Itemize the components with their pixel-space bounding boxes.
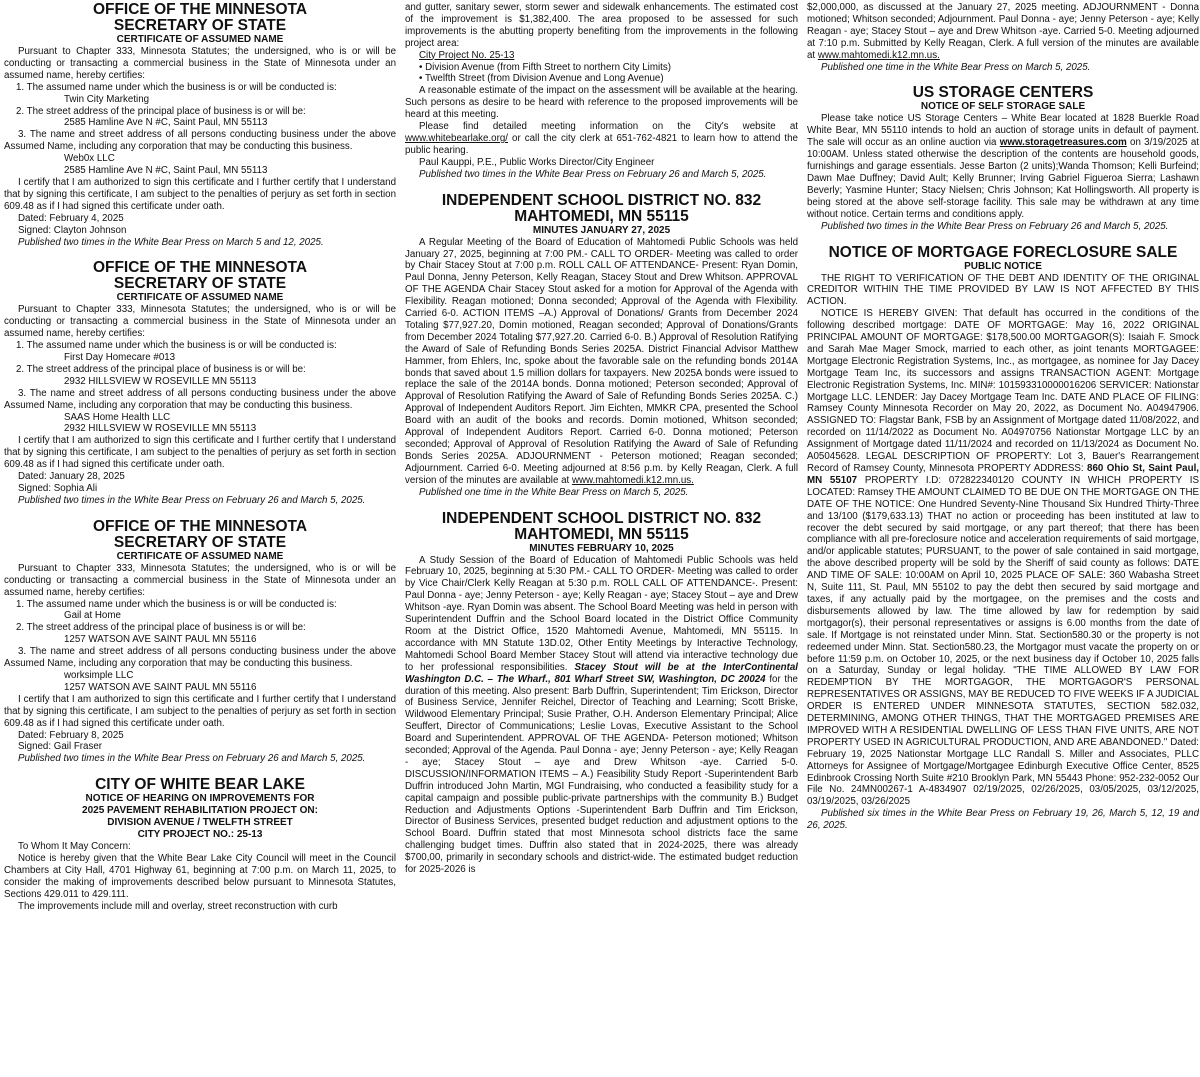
mortgage-body: THE RIGHT TO VERIFICATION OF THE DEBT AND IDENTITY OF THE ORIGINAL CREDITOR WITHIN THE TIME PROVIDED BY LAW IS NOT AFFECTED BY THIS ACTION. — [807, 272, 1199, 308]
assumed-name: Twin City Marketing — [64, 93, 150, 105]
auction-website-link[interactable]: www.storagetreasures.com — [999, 137, 1127, 149]
minutes-body: A Regular Meeting of the Board of Education of Mahtomedi Public Schools was held January 27, 2025, beginning at 7:00 PM.- CALL TO ORDER- Meeting was called to order by Chair Stacey Stout at 7:00 p.m. ROLL CALL OF ATTENDANCE- Present: Ryan Domin, Paul Donna, Jenny Peterson, Kelly Reagan, Stacey Stout and Drew Whitson. APPROVAL OF THE AGENDA Chair Stacey Stout asked for a motion for Approval of the Agenda with Flexibility. Reagan motioned; Donna seconded; Approval of the Agenda with Flexibility. Carried 6-0. ACTION ITEMS –A.) Approval of Donations/ Grants from December 2024 Totaling $77,927.20, Domin motioned, Reagan seconded; Approval of Donations/Grants from December 2024 Totaling $77,927.20. Carried 6-0. B.) Approval of Resolution Ratifying the Award of Sale of Refunding Bonds Series 2025A. District Financial Advisor Matthew Hammer, from Ehlers, Inc, spoke about the favorable sale on the refunding bonds 2014A bonds that saved about 1.5 million dollars for taxpayers. New 2025A bonds were issued to replace the sale of the 2014A bonds. Donna motioned; Peterson seconded; Approval of Approval of Resolution Ratifying the Award of Sale of Refunding Bonds Series 2025A. C.) Approval of Independent Auditors Report. Jim Eichten, MMKR CPA, presented the School Board with an audit of the books and records. Domin motioned, Whitson seconded; Approval of Independent Auditors Report. Carried 6-0. Donna motioned; Peterson seconded; Approval of Approval of Resolution Ratifying the Award of Sale of Refunding Bonds Series 2025A. ADJOURNMENT - Peterson motioned; Reagan seconded; Adjournment. Carried 6-0. Meeting adjourned at 8:56 p.m. by Kelly Reagan, Clerk. A full version of the minutes are available at www.mahtomedi.k12.mn.us. — [405, 236, 798, 486]
intro-text: Pursuant to Chapter 333, Minnesota Statutes; the undersigned, who is or will be conducting or transacting a commercial business in the State of Minnesota under an assumed name, hereby certifies: — [4, 562, 396, 598]
school-minutes-feb-continued — [807, 2, 1199, 73]
storage-sale-notice — [807, 85, 1199, 232]
person-address: 2585 Hamline Ave N #C, Saint Paul, MN 55113 — [64, 165, 268, 177]
notice-subtitle: CERTIFICATE OF ASSUMED NAME — [116, 292, 284, 304]
business-address: 2932 HILLSVIEW W ROSEVILLE MN 55113 — [64, 375, 257, 387]
notice-subtitle: DIVISION AVENUE / TWELFTH STREET — [107, 817, 293, 829]
school-minutes-jan — [405, 193, 798, 499]
published-note: Published one time in the White Bear Press on March 5, 2025. — [419, 486, 689, 498]
item-2: 2. The street address of the principal place of business is or will be: — [16, 622, 306, 634]
item-3: 3. The name and street address of all persons conducting business under the above Assumed Name, including any corporation that may be conducting this business. — [4, 129, 396, 153]
project-number: City Project No. 25-13 — [419, 49, 515, 61]
dated: Dated: February 4, 2025 — [18, 212, 124, 224]
project-bullet: • Twelfth Street (from Division Avenue and Long Avenue) — [419, 73, 664, 85]
certify-text: I certify that I am authorized to sign this certificate and I further certify that I understand that by signing this certificate, I am subject to the penalties of perjury as set forth in section 609.48 as if I had signed this certificate under oath. — [4, 435, 396, 471]
notice-subtitle: NOTICE OF HEARING ON IMPROVEMENTS FOR — [85, 793, 315, 805]
item-1: 1. The assumed name under which the business is or will be conducted is: — [16, 340, 337, 352]
person-name: worksimple LLC — [64, 669, 134, 681]
person-name: Web0x LLC — [64, 153, 115, 165]
notice-title: SECRETARY OF STATE — [113, 275, 287, 293]
column-2 — [405, 2, 798, 1077]
business-address: 2585 Hamline Ave N #C, Saint Paul, MN 55113 — [64, 117, 268, 129]
item-1: 1. The assumed name under which the business is or will be conducted is: — [16, 81, 337, 93]
district-website-link[interactable]: www.mahtomedi.k12.mn.us. — [571, 474, 694, 486]
salutation: To Whom It May Concern: — [18, 841, 131, 853]
signed: Signed: Gail Fraser — [18, 741, 102, 753]
intro-text: Pursuant to Chapter 333, Minnesota Statutes; the undersigned, who is or will be conducting or transacting a commercial business in the State of Minnesota under an assumed name, hereby certifies: — [4, 304, 396, 340]
notice-subtitle: 2025 PAVEMENT REHABILITATION PROJECT ON: — [82, 805, 318, 817]
notice-title: MAHTOMEDI, MN 55115 — [514, 525, 689, 543]
person-name: SAAS Home Health LLC — [64, 411, 171, 423]
assumed-name-notice-1 — [4, 2, 396, 248]
notice-subtitle: CERTIFICATE OF ASSUMED NAME — [116, 34, 284, 45]
certify-text: I certify that I am authorized to sign this certificate and I further certify that I understand that by signing this certificate, I am subject to the penalties of perjury as set forth in section 609.48 as if I had signed this certificate under oath. — [4, 693, 396, 729]
body-text: and gutter, sanitary sewer, storm sewer and sidewalk enhancements. The estimated cost of the improvement is $1,382,400. The area proposed to be assessed for such improvements is the abutting property benefiting from the improvements in the following project area: — [405, 2, 798, 49]
assumed-name-notice-3 — [4, 519, 396, 765]
storage-body: Please take notice US Storage Centers – White Bear located at 1828 Buerkle Road White Bear, MN 55110 intends to hold an auction of storage units in default of payment. The sale will occur as an online auction via www.storagetreasures.com on 3/19/2025 at 10:00AM. Unless stated otherwise the description of the contents are household goods, furnishings and garage essentials. Jesse Barton (2 units);Wanda Thomson; Kelli Burfeind; Dawn Mae Duffney; David Ault; Kelly Brunner; Irving Gabriel Figueroa Sierra; Lashawn Beverly; Yasmine Hunter; Stacy Nielsen; Chris Johnson; Kat Hollingsworth. All property is being stored at the above self-storage facility. This sale may be withdrawn at any time without notice. Certain terms and conditions apply. — [807, 113, 1199, 220]
bold-remote-location: Stacey Stout will be at the InterContinental Washington D.C. – The Wharf., 801 Wharf Street SW, Washington, DC 20024 — [405, 661, 798, 685]
published-note: Published six times in the White Bear Press on February 19, 26, March 5, 12, 19 and 26, 2025. — [807, 808, 1199, 832]
mortgage-body: NOTICE IS HEREBY GIVEN: That default has occurred in the conditions of the following described mortgage: DATE OF MORTGAGE: May 16, 2022 ORIGINAL PRINCIPAL AMOUNT OF MORTGAGE: $178,500.00 MORTGAGOR(S): Isaiah F. Smock and Sarah Mae Mager Smock, married to each other, as joint tenants MORTGAGEE: Mortgage Electronic Registration Systems, Inc., as mortgagee, as nominee for Jay Dacey Mortgage Team Inc, its successors and assigns TRANSACTION AGENT: Mortgage Electronic Registration Systems, Inc. MIN#: 101593310000016206 SERVICER: Nationstar Mortgage LLC. LENDER: Jay Dacey Mortgage Team Inc. DATE AND PLACE OF FILING: Ramsey County Minnesota Recorder on May 20, 2022, as Document No. A04947906. ASSIGNED TO: Flagstar Bank, FSB by an Assignment of Mortgage dated 11/08/2022, and recorded on 11/14/2022 as Document No. A04970756 Nationstar Mortgage LLC by an Assignment of Mortgage dated 11/11/2024 and recorded on 11/13/2024 as Document No. A05045628. LEGAL DESCRIPTION OF PROPERTY: Lot 3, Bauer's Rearrangement Record of Ramsey County, Minnesota PROPERTY ADDRESS: 860 Ohio St, Saint Paul, MN 55107 PROPERTY I.D: 072822340120 COUNTY IN WHICH PROPERTY IS LOCATED: Ramsey THE AMOUNT CLAIMED TO BE DUE ON THE MORTGAGE ON THE DATE OF THE NOTICE: One Hundred Seventy-Nine Thousand Six Hundred Thirty-Three and 13/100 ($179,633.13) THAT no action or proceeding has been instituted at law to recover the debt secured by said mortgage, or any part thereof; that there has been compliance with all pre-foreclosure notice and acceleration requirements of said mortgage, and/or applicable statutes; PURSUANT, to the power of sale contained in said mortgage, the above described property will be sold by the Sheriff of said county as follows: DATE AND TIME OF SALE: 10:00AM on April 10, 2025 PLACE OF SALE: 360 Wabasha Street N, Suite 111, St. Paul, MN 55102 to pay the debt then secured by said mortgage and taxes, if any actually paid by the mortgagee, on the premises and the costs and disbursements allowed by law. The time allowed by law for redemption by said mortgagor(s), their personal representatives or assigns is 6.00 months from the date of sale. If Mortgage is not reinstated under Minn. Stat. Section580.30 or the property is not redeemed under Minn. Stat. Section580.23, the Mortgagor must vacate the property on or before 11:59 p.m. on October 10, 2025, or the next business day if October 10, 2025 falls on a Saturday, Sunday or legal holiday. "THE TIME ALLOWED BY LAW FOR REDEMPTION BY THE MORTGAGOR, THE MORTGAGOR'S PERSONAL REPRESENTATIVES OR ASSIGNS, MAY BE REDUCED TO FIVE WEEKS IF A JUDICIAL ORDER IS ENTERED UNDER MINNESOTA STATUTES, SECTION 582.032, DETERMINING, AMONG OTHER THINGS, THAT THE MORTGAGED PREMISES ARE IMPROVED WITH A RESIDENTIAL DWELLING OF LESS THAN FIVE UNITS, ARE NOT PROPERTY USED IN AGRICULTURAL PRODUCTION, AND ARE ABANDONED." Dated: February 19, 2025 Nationstar Mortgage LLC Randall S. Miller and Associates, PLLC Attorneys for Assignee of Mortgage/Mortgagee Edinburgh Executive Office Center, 8525 Edinbrook Crossing North Suite #210 Brooklyn Park, MN 55443 Phone: 952-232-0052 Our File No. 24MN00267-1 A-4834907 02/19/2025, 02/26/2025, 03/05/2025, 03/12/2025, 03/19/2025, 03/26/2025 — [807, 308, 1199, 808]
published-note: Published one time in the White Bear Press on March 5, 2025. — [821, 61, 1091, 73]
signer: Paul Kauppi, P.E., Public Works Director/City Engineer — [419, 156, 655, 168]
minutes-body: $2,000,000, as discussed at the January 27, 2025 meeting. ADJOURNMENT - Donna motioned; Whitson seconded; Adjournment. Paul Donna - aye; Jenny Peterson - aye; Kelly Reagan - aye; Stacey Stout – aye and Drew Whitson -aye. Carried 5-0. Meeting adjourned at 7:10 p.m. Submitted by Kelly Reagan, Clerk. A full version of the minutes are available at www.mahtomedi.k12.mn.us. — [807, 2, 1199, 61]
notice-title: MAHTOMEDI, MN 55115 — [514, 207, 689, 225]
notice-subtitle: CITY PROJECT NO.: 25-13 — [137, 829, 263, 841]
notice-subtitle: MINUTES FEBRUARY 10, 2025 — [529, 542, 674, 554]
published-note: Published two times in the White Bear Press on February 26 and March 5, 2025. — [419, 168, 767, 180]
school-minutes-feb — [405, 511, 798, 876]
city-website-link[interactable]: www.whitebearlake.org/ — [405, 132, 508, 144]
minutes-body: A Study Session of the Board of Education of Mahtomedi Public Schools was held February 10, 2025, beginning at 5:30 PM.- CALL TO ORDER- Meeting was called to order by Vice Chair/Clerk Kelly Reagan at 5:30 p.m. ROLL CALL OF ATTENDANCE-. Present: Paul Donna - aye; Jenny Peterson - aye; Kelly Reagan - aye; Stacey Stout – aye and Drew Whitson -aye. Ryan Domin was absent. The School Board Meeting was held in person with Superintendent Duffrin and the School Board located in the District Office Community Room at the District Office, 1520 Mahtomedi Avenue, Mahtomedi, MN 55115. In accordance with MN Statute 13D.02, Other Entity Meetings by Interactive Technology, Mahtomedi School Board Member Stacey Stout will attend via interactive technology due to her professional responsibilities. Stacey Stout will be at the InterContinental Washington D.C. – The Wharf., 801 Wharf Street SW, Washington, DC 20024 for the duration of this meeting. Also present: Barb Duffrin, Superintendent; Tim Erickson, Director of Business Service, Jennifer Reichel, Director of Teaching and Learning; Scott Briske, Wildwood Elementary Principal; Susie Prather, O.H. Anderson Elementary Principal; Alice Seuffert, Director of Communications; Leslie Lovas, Executive Assistant to the School Board and Superintendent. APPROVAL OF THE AGENDA- Peterson motioned; Whitson seconded; Approval of the Agenda. Paul Donna - aye; Jenny Peterson - aye; Kelly Reagan - aye; Stacey Stout – aye and Drew Whitson -aye. Carried 5-0. DISCUSSION/INFORMATION ITEMS – A.) Feasibility Study Report -Superintendent Barb Duffrin introduced John Martin, MGI Fundraising, who conducted a feasibility study for a capital campaign and possible public-private partnerships with the community B.) Budget Reduction and Adjustments Options -Superintendent Barb Duffrin and Tim Erickson, Director of Business Services, presented budget reduction and adjustment options to the School Board. Duffrin stated that most Minnesota school districts face the same challenging budget times. Duffrin also stated that in 2024-2025, there was already $700,00, primarily in secondary schools and district-wide. The estimated budget reduction for 2025-2026 is — [405, 554, 798, 876]
notice-title: OFFICE OF THE MINNESOTA — [92, 259, 308, 277]
assumed-name: First Day Homecare #013 — [64, 352, 176, 364]
notice-title: OFFICE OF THE MINNESOTA — [92, 2, 308, 18]
body-text: Please find detailed meeting information on the City's website at www.whitebearlake.org/ or call the city clerk at 651-762-4821 to learn how to attend the public hearing. — [405, 121, 798, 156]
body-text: A reasonable estimate of the impact on the assessment will be available at the hearing. Such persons as desire to be heard with reference to the proposed improvements will be heard at this meeting. — [405, 85, 798, 121]
item-3: 3. The name and street address of all persons conducting business under the above Assumed Name, including any corporation that may be conducting this business. — [4, 646, 396, 670]
notice-title: INDEPENDENT SCHOOL DISTRICT NO. 832 — [441, 191, 762, 209]
body-text: The improvements include mill and overlay, street reconstruction with curb — [18, 900, 338, 912]
person-address: 2932 HILLSVIEW W ROSEVILLE MN 55113 — [64, 423, 257, 435]
property-address: 860 Ohio St, Saint Paul, MN 55107 — [807, 463, 1199, 486]
person-address: 1257 WATSON AVE SAINT PAUL MN 55116 — [64, 681, 257, 693]
notice-subtitle: MINUTES JANUARY 27, 2025 — [532, 224, 671, 236]
item-3: 3. The name and street address of all persons conducting business under the above Assumed Name, including any corporation that may be conducting this business. — [4, 387, 396, 411]
published-note: Published two times in the White Bear Press on February 26 and March 5, 2025. — [18, 753, 366, 765]
notice-title: SECRETARY OF STATE — [113, 533, 287, 551]
published-note: Published two times in the White Bear Press on February 26 and March 5, 2025. — [821, 220, 1169, 232]
certify-text: I certify that I am authorized to sign this certificate and I further certify that I understand that by signing this certificate, I am subject to the penalties of perjury as set forth in section 609.48 as if I had signed this certificate under oath. — [4, 176, 396, 212]
assumed-name-notice-2 — [4, 260, 396, 506]
item-2: 2. The street address of the principal place of business is or will be: — [16, 105, 306, 117]
notice-title: INDEPENDENT SCHOOL DISTRICT NO. 832 — [441, 509, 762, 527]
district-website-link[interactable]: www.mahtomedi.k12.mn.us. — [817, 49, 940, 61]
signed: Signed: Sophia Ali — [18, 483, 98, 494]
city-hearing-notice-continued — [405, 2, 798, 181]
project-bullet: • Division Avenue (from Fifth Street to northern City Limits) — [419, 61, 671, 73]
assumed-name: Gail at Home — [64, 610, 121, 622]
column-1 — [4, 2, 396, 1077]
item-2: 2. The street address of the principal place of business is or will be: — [16, 363, 306, 375]
city-hearing-notice — [4, 777, 396, 912]
dated: Dated: February 8, 2025 — [18, 729, 124, 741]
notice-title: CITY OF WHITE BEAR LAKE — [95, 776, 305, 794]
mortgage-foreclosure-notice — [807, 245, 1199, 833]
notice-title: NOTICE OF MORTGAGE FORECLOSURE SALE — [828, 243, 1178, 261]
dated: Dated: January 28, 2025 — [18, 471, 125, 483]
notice-title: OFFICE OF THE MINNESOTA — [92, 517, 308, 535]
notice-title: US STORAGE CENTERS — [912, 84, 1094, 102]
signed: Signed: Clayton Johnson — [18, 224, 127, 236]
notice-subtitle: NOTICE OF SELF STORAGE SALE — [920, 101, 1086, 113]
notice-title: SECRETARY OF STATE — [113, 17, 287, 34]
notice-subtitle: CERTIFICATE OF ASSUMED NAME — [116, 550, 284, 562]
body-text: Notice is hereby given that the White Bear Lake City Council will meet in the Council Chambers at City Hall, 4701 Highway 61, beginning at 7:00 p.m. on March 11, 2025, to consider the making of improvements described below pursuant to Minnesota Statutes, Sections 429.011 to 429.111. — [4, 853, 396, 900]
notice-subtitle: PUBLIC NOTICE — [964, 260, 1042, 272]
intro-text: Pursuant to Chapter 333, Minnesota Statutes; the undersigned, who is or will be conducting or transacting a commercial business in the State of Minnesota under an assumed name, hereby certifies: — [4, 46, 396, 81]
item-1: 1. The assumed name under which the business is or will be conducted is: — [16, 598, 337, 610]
business-address: 1257 WATSON AVE SAINT PAUL MN 55116 — [64, 634, 257, 646]
published-note: Published two times in the White Bear Press on March 5 and 12, 2025. — [18, 236, 324, 248]
published-note: Published two times in the White Bear Press on February 26 and March 5, 2025. — [18, 494, 366, 506]
column-3 — [807, 2, 1199, 1077]
